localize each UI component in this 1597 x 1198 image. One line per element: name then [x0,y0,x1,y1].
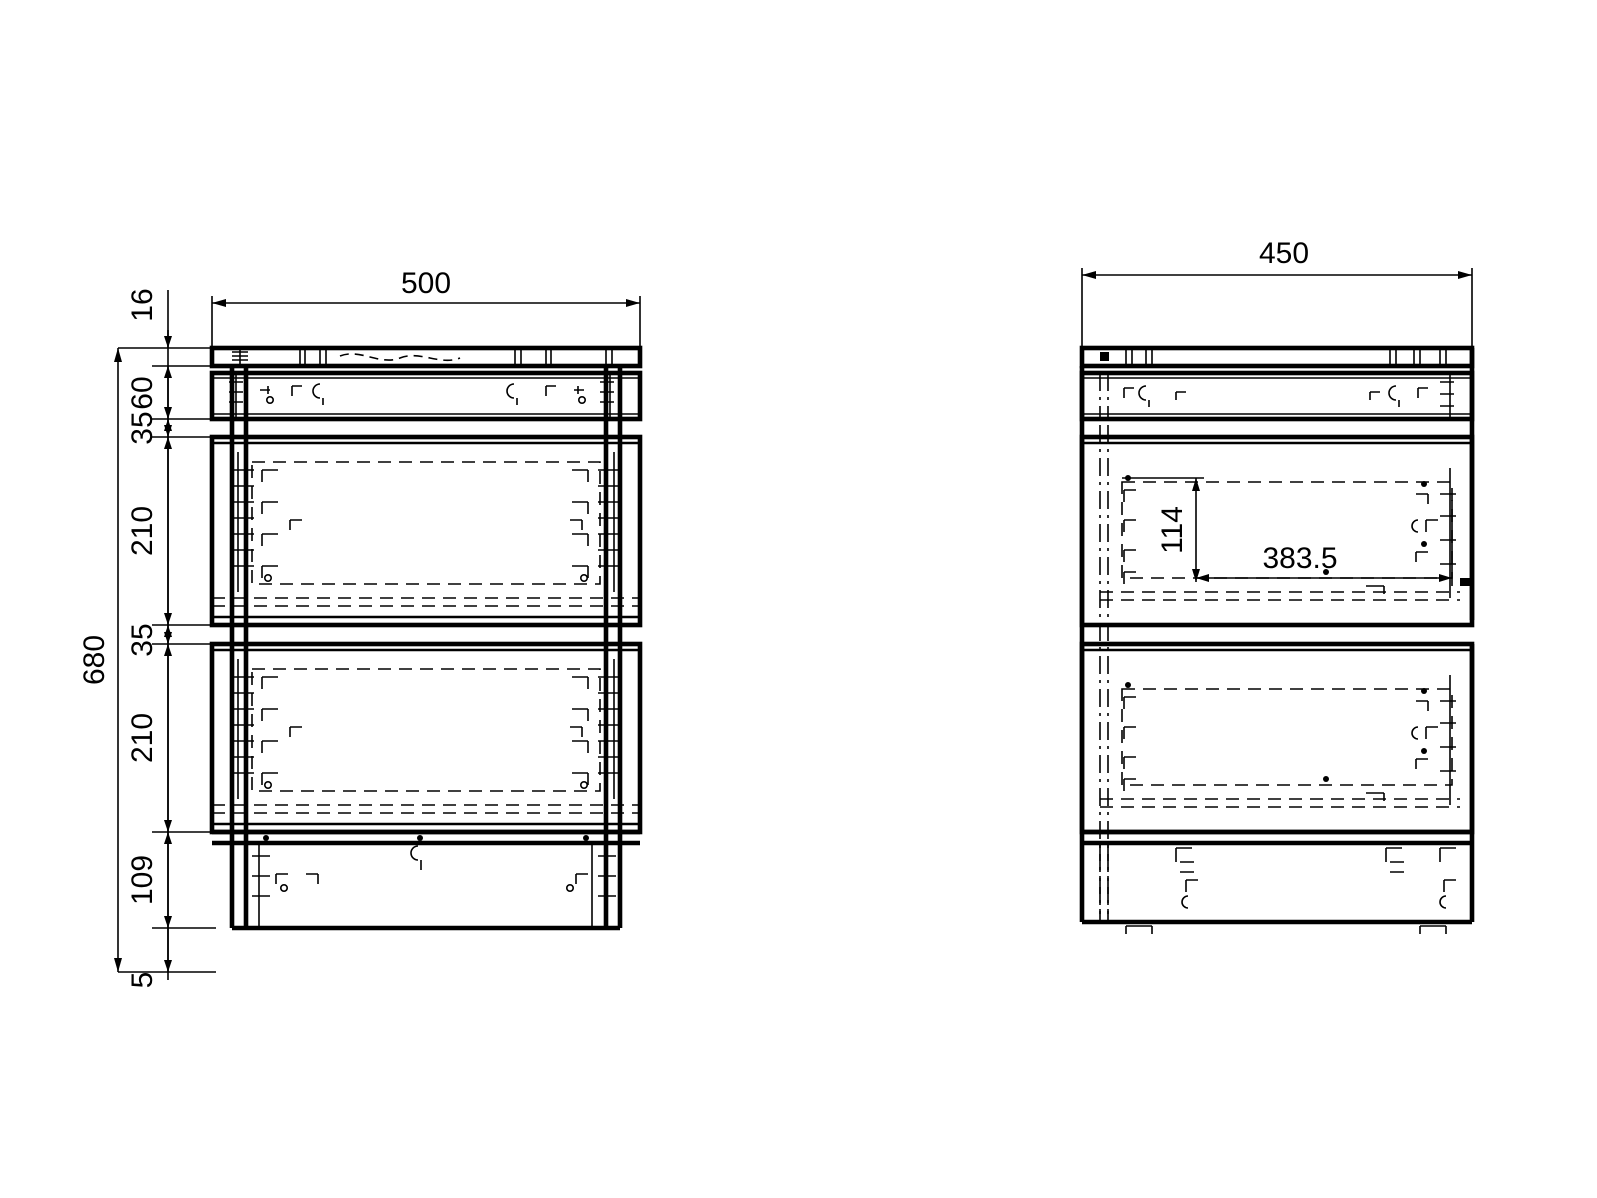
dim-210-lower [126,644,172,832]
dim-width-500 [212,296,640,352]
dim-680 [78,348,122,972]
front-top-panel [212,348,640,419]
dim-label-109: 109 [126,854,159,906]
dim-label-35-upper: 35 [126,411,159,445]
dim-label-114: 114 [1156,506,1189,554]
dim-label-35-lower: 35 [126,623,159,657]
side-view [1082,237,1472,934]
dim-label-383-5: 383.5 [1262,542,1338,575]
dim-label-680: 680 [78,634,111,686]
drawer-1-hardware [230,452,622,592]
dim-16 [126,288,172,348]
side-drawer-2 [1082,644,1472,832]
side-base-panel [1082,832,1472,934]
dim-450 [1082,237,1472,352]
front-drawer-1 [212,437,640,625]
dim-114 [1122,478,1204,582]
dim-35-lower [126,623,172,656]
dim-label-210-lower: 210 [126,712,159,764]
dim-label-60: 60 [126,376,159,410]
dim-label-500: 500 [400,267,452,300]
dim-label-5: 5 [126,971,159,989]
front-drawer-2 [212,644,640,832]
dim-60 [126,366,172,419]
dim-5 [126,928,172,988]
front-view [78,267,640,988]
front-base-panel [212,832,640,928]
drawer-2-hardware [230,659,622,799]
dim-109 [126,832,172,928]
top-drawer-hardware [229,348,614,419]
dim-label-16: 16 [126,288,159,322]
side-top-hardware [1100,348,1454,419]
side-drawer-1 [1082,437,1472,625]
side-carcass-lines [1082,348,1472,922]
base-hardware [252,835,616,928]
dim-label-210-upper: 210 [126,505,159,557]
dim-383-5 [1196,500,1452,586]
dim-210-upper [126,437,172,625]
side-top-panel [1082,348,1472,419]
dim-label-450: 450 [1258,237,1310,270]
dim-35-upper [126,411,172,444]
